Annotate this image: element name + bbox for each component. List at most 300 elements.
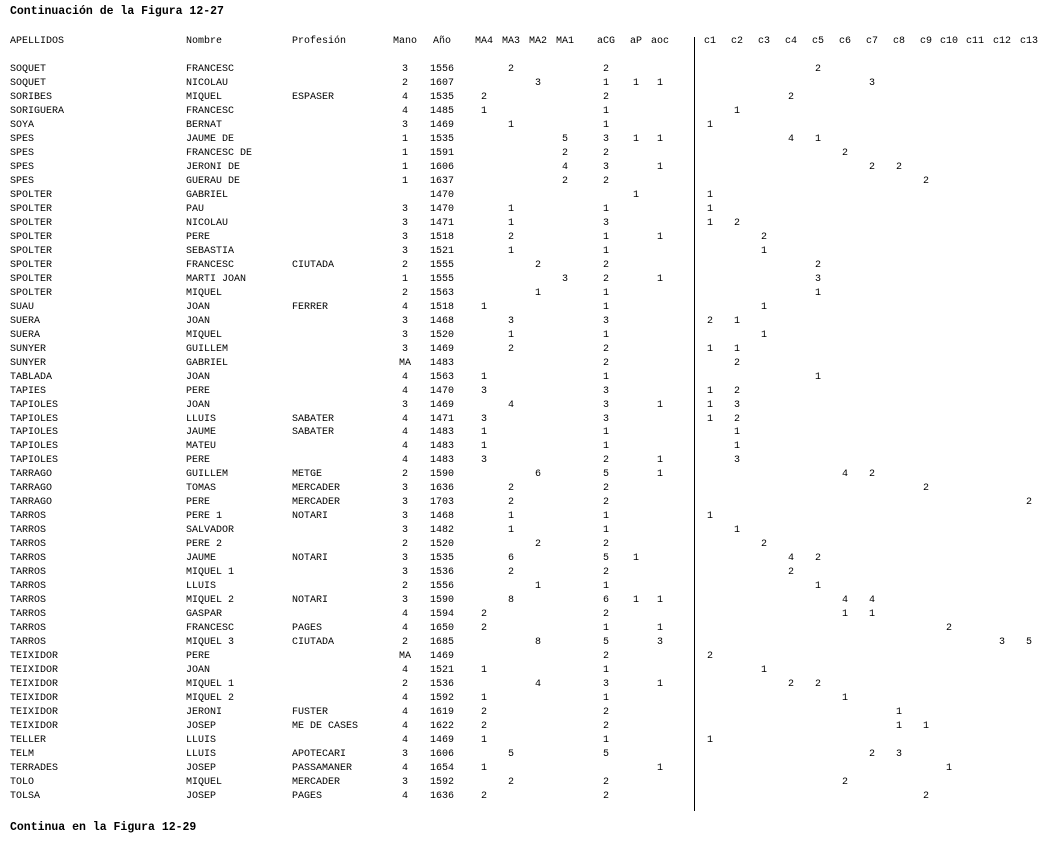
cell-col-profesion: PAGES [292, 791, 323, 802]
cell-col-mano: 4 [401, 623, 408, 634]
cell-col-apellidos: TEIXIDOR [10, 707, 59, 718]
cell-col-mano: 2 [401, 469, 408, 480]
cell-col-profesion: CIUTADA [292, 260, 335, 271]
cell-col-apellidos: SPOLTER [10, 260, 53, 271]
cell-col-ma4: 1 [480, 372, 487, 383]
cell-col-aoc: 1 [656, 455, 663, 466]
cell-col-ano: 1521 [429, 665, 454, 676]
cell-col-aoc: 1 [656, 134, 663, 145]
cell-col-aoc: 3 [656, 637, 663, 648]
cell-col-mano: 4 [401, 763, 408, 774]
cell-col-mano: 3 [401, 246, 408, 257]
cell-col-apellidos: TELM [10, 749, 35, 760]
cell-col-c6: 2 [841, 777, 848, 788]
cell-col-nombre: MIQUEL 1 [186, 567, 235, 578]
cell-col-nombre: GUERAU DE [186, 176, 241, 187]
header-col-c4: c4 [784, 36, 797, 47]
cell-col-profesion: SABATER [292, 427, 335, 438]
cell-col-ano: 1606 [429, 749, 454, 760]
cell-col-c8: 1 [895, 721, 902, 732]
cell-col-ano: 1535 [429, 553, 454, 564]
cell-col-ano: 1536 [429, 567, 454, 578]
cell-col-ano: 1469 [429, 735, 454, 746]
cell-col-ano: 1485 [429, 106, 454, 117]
cell-col-nombre: JAUME [186, 427, 217, 438]
cell-col-aoc: 1 [656, 400, 663, 411]
cell-col-mano: 2 [401, 260, 408, 271]
cell-col-c5: 2 [814, 553, 821, 564]
cell-col-c5: 3 [814, 274, 821, 285]
cell-col-acg: 2 [602, 274, 609, 285]
cell-col-c1: 2 [706, 316, 713, 327]
cell-col-mano: 4 [401, 455, 408, 466]
cell-col-mano: 4 [401, 106, 408, 117]
cell-col-c5: 1 [814, 134, 821, 145]
cell-col-c5: 2 [814, 64, 821, 75]
cell-col-ma1: 3 [561, 274, 568, 285]
cell-col-ma2: 1 [534, 581, 541, 592]
cell-col-ma3: 2 [507, 232, 514, 243]
cell-col-mano: MA [398, 358, 411, 369]
cell-col-ma3: 2 [507, 567, 514, 578]
cell-col-c5: 2 [814, 260, 821, 271]
cell-col-ano: 1483 [429, 358, 454, 369]
cell-col-acg: 1 [602, 232, 609, 243]
cell-col-c1: 1 [706, 190, 713, 201]
cell-col-profesion: PASSAMANER [292, 763, 353, 774]
cell-col-nombre: PAU [186, 204, 205, 215]
cell-col-c4: 2 [787, 567, 794, 578]
cell-col-acg: 1 [602, 204, 609, 215]
cell-col-mano: 4 [401, 427, 408, 438]
cell-col-c7: 1 [868, 609, 875, 620]
cell-col-ma2: 4 [534, 679, 541, 690]
cell-col-mano: 4 [401, 791, 408, 802]
column-divider [694, 37, 695, 811]
cell-col-ma3: 8 [507, 595, 514, 606]
cell-col-ano: 1520 [429, 330, 454, 341]
cell-col-c2: 1 [733, 441, 740, 452]
cell-col-c8: 2 [895, 162, 902, 173]
cell-col-c2: 1 [733, 344, 740, 355]
cell-col-c2: 2 [733, 414, 740, 425]
cell-col-c9: 1 [922, 721, 929, 732]
cell-col-ma4: 1 [480, 735, 487, 746]
cell-col-c1: 1 [706, 400, 713, 411]
cell-col-ano: 1592 [429, 777, 454, 788]
cell-col-ano: 1469 [429, 344, 454, 355]
cell-col-ano: 1518 [429, 232, 454, 243]
cell-col-profesion: CIUTADA [292, 637, 335, 648]
cell-col-ano: 1483 [429, 427, 454, 438]
cell-col-mano: 3 [401, 204, 408, 215]
cell-col-ma4: 2 [480, 92, 487, 103]
cell-col-acg: 2 [602, 721, 609, 732]
page-title: Continuación de la Figura 12-27 [10, 5, 224, 18]
page-footer: Continua en la Figura 12-29 [10, 821, 197, 834]
cell-col-c6: 4 [841, 595, 848, 606]
cell-col-aoc: 1 [656, 78, 663, 89]
cell-col-ano: 1606 [429, 162, 454, 173]
cell-col-ano: 1556 [429, 581, 454, 592]
cell-col-ma4: 1 [480, 693, 487, 704]
cell-col-nombre: MIQUEL [186, 330, 223, 341]
cell-col-nombre: GUILLEM [186, 344, 229, 355]
cell-col-mano: 4 [401, 441, 408, 452]
cell-col-apellidos: SPOLTER [10, 218, 53, 229]
cell-col-nombre: JOAN [186, 665, 211, 676]
header-col-ma2: MA2 [528, 36, 547, 47]
cell-col-acg: 2 [602, 64, 609, 75]
header-col-acg: aCG [596, 36, 615, 47]
cell-col-c3: 2 [760, 539, 767, 550]
cell-col-c7: 4 [868, 595, 875, 606]
cell-col-apellidos: TEIXIDOR [10, 679, 59, 690]
cell-col-c1: 1 [706, 204, 713, 215]
cell-col-nombre: SALVADOR [186, 525, 235, 536]
cell-col-nombre: MIQUEL 2 [186, 595, 235, 606]
cell-col-apellidos: SPOLTER [10, 190, 53, 201]
cell-col-mano: 3 [401, 218, 408, 229]
cell-col-ma4: 1 [480, 763, 487, 774]
cell-col-mano: 2 [401, 539, 408, 550]
cell-col-ma1: 2 [561, 176, 568, 187]
cell-col-apellidos: SUNYER [10, 344, 47, 355]
cell-col-ano: 1592 [429, 693, 454, 704]
cell-col-nombre: PERE [186, 651, 211, 662]
cell-col-c3: 1 [760, 330, 767, 341]
cell-col-ano: 1521 [429, 246, 454, 257]
cell-col-ano: 1563 [429, 372, 454, 383]
cell-col-mano: 3 [401, 777, 408, 788]
cell-col-acg: 1 [602, 693, 609, 704]
cell-col-apellidos: SUERA [10, 316, 41, 327]
cell-col-c9: 2 [922, 483, 929, 494]
cell-col-aoc: 1 [656, 232, 663, 243]
cell-col-nombre: PERE [186, 232, 211, 243]
cell-col-c7: 2 [868, 469, 875, 480]
cell-col-acg: 6 [602, 595, 609, 606]
cell-col-apellidos: TOLO [10, 777, 35, 788]
cell-col-ma4: 2 [480, 721, 487, 732]
cell-col-ma4: 1 [480, 302, 487, 313]
cell-col-mano: 3 [401, 316, 408, 327]
cell-col-acg: 1 [602, 372, 609, 383]
cell-col-mano: 4 [401, 721, 408, 732]
cell-col-mano: 3 [401, 567, 408, 578]
cell-col-ma3: 2 [507, 497, 514, 508]
cell-col-ano: 1622 [429, 721, 454, 732]
cell-col-c1: 1 [706, 386, 713, 397]
cell-col-apellidos: SPOLTER [10, 204, 53, 215]
cell-col-nombre: JAUME [186, 553, 217, 564]
cell-col-ma4: 3 [480, 386, 487, 397]
header-col-ap: aP [629, 36, 642, 47]
cell-col-ano: 1483 [429, 455, 454, 466]
cell-col-ano: 1636 [429, 483, 454, 494]
cell-col-acg: 2 [602, 567, 609, 578]
cell-col-mano: 4 [401, 386, 408, 397]
cell-col-ano: 1471 [429, 218, 454, 229]
cell-col-ma4: 2 [480, 791, 487, 802]
cell-col-acg: 1 [602, 525, 609, 536]
cell-col-acg: 5 [602, 749, 609, 760]
cell-col-mano: 4 [401, 665, 408, 676]
cell-col-c1: 1 [706, 735, 713, 746]
cell-col-mano: 3 [401, 595, 408, 606]
cell-col-ma1: 2 [561, 148, 568, 159]
cell-col-nombre: BERNAT [186, 120, 223, 131]
cell-col-ano: 1535 [429, 92, 454, 103]
cell-col-ma3: 6 [507, 553, 514, 564]
cell-col-profesion: APOTECARI [292, 749, 347, 760]
cell-col-apellidos: TOLSA [10, 791, 41, 802]
cell-col-nombre: JOAN [186, 302, 211, 313]
cell-col-nombre: JOSEP [186, 721, 217, 732]
cell-col-ma3: 4 [507, 400, 514, 411]
cell-col-c12: 3 [998, 637, 1005, 648]
cell-col-apellidos: SPOLTER [10, 246, 53, 257]
cell-col-profesion: NOTARI [292, 511, 329, 522]
cell-col-mano: 1 [401, 148, 408, 159]
cell-col-acg: 3 [602, 316, 609, 327]
cell-col-profesion: NOTARI [292, 595, 329, 606]
header-col-mano: Mano [392, 36, 417, 47]
header-col-c7: c7 [865, 36, 878, 47]
cell-col-mano: 3 [401, 553, 408, 564]
cell-col-c4: 2 [787, 92, 794, 103]
cell-col-apellidos: SPES [10, 176, 35, 187]
cell-col-ma3: 1 [507, 511, 514, 522]
cell-col-ma3: 1 [507, 246, 514, 257]
cell-col-c2: 3 [733, 455, 740, 466]
cell-col-mano: 3 [401, 497, 408, 508]
cell-col-apellidos: TAPIOLES [10, 400, 59, 411]
cell-col-c9: 2 [922, 176, 929, 187]
cell-col-profesion: FUSTER [292, 707, 329, 718]
cell-col-ma4: 1 [480, 106, 487, 117]
cell-col-apellidos: SPOLTER [10, 232, 53, 243]
cell-col-c5: 1 [814, 288, 821, 299]
header-col-c11: c11 [965, 36, 984, 47]
cell-col-c4: 4 [787, 134, 794, 145]
cell-col-ma3: 2 [507, 344, 514, 355]
cell-col-profesion: PAGES [292, 623, 323, 634]
cell-col-ma3: 1 [507, 218, 514, 229]
cell-col-mano: 4 [401, 414, 408, 425]
cell-col-nombre: GUILLEM [186, 469, 229, 480]
cell-col-mano: 2 [401, 581, 408, 592]
cell-col-acg: 1 [602, 120, 609, 131]
header-col-c10: c10 [939, 36, 958, 47]
header-col-ma1: MA1 [555, 36, 574, 47]
cell-col-c2: 1 [733, 106, 740, 117]
cell-col-c8: 1 [895, 707, 902, 718]
cell-col-apellidos: TARROS [10, 581, 47, 592]
cell-col-mano: 3 [401, 330, 408, 341]
cell-col-nombre: NICOLAU [186, 78, 229, 89]
cell-col-c3: 1 [760, 665, 767, 676]
cell-col-c2: 2 [733, 358, 740, 369]
cell-col-apellidos: TARROS [10, 567, 47, 578]
cell-col-c6: 4 [841, 469, 848, 480]
cell-col-nombre: GASPAR [186, 609, 223, 620]
cell-col-acg: 2 [602, 609, 609, 620]
cell-col-nombre: LLUIS [186, 749, 217, 760]
cell-col-aoc: 1 [656, 763, 663, 774]
cell-col-nombre: JOSEP [186, 791, 217, 802]
cell-col-c8: 3 [895, 749, 902, 760]
cell-col-ano: 1703 [429, 497, 454, 508]
cell-col-acg: 2 [602, 777, 609, 788]
cell-col-nombre: LLUIS [186, 735, 217, 746]
cell-col-ma3: 2 [507, 483, 514, 494]
cell-col-c13: 5 [1025, 637, 1032, 648]
cell-col-aoc: 1 [656, 595, 663, 606]
cell-col-acg: 1 [602, 735, 609, 746]
header-col-apellidos: APELLIDOS [10, 36, 65, 47]
cell-col-acg: 3 [602, 414, 609, 425]
cell-col-ma4: 3 [480, 455, 487, 466]
cell-col-nombre: MIQUEL 2 [186, 693, 235, 704]
cell-col-ma3: 1 [507, 204, 514, 215]
cell-col-ano: 1636 [429, 791, 454, 802]
header-col-ano: Año [432, 36, 451, 47]
cell-col-ano: 1590 [429, 595, 454, 606]
cell-col-apellidos: SORIGUERA [10, 106, 65, 117]
cell-col-acg: 3 [602, 679, 609, 690]
cell-col-apellidos: SPES [10, 134, 35, 145]
cell-col-nombre: MATEU [186, 441, 217, 452]
cell-col-apellidos: TAPIOLES [10, 414, 59, 425]
cell-col-apellidos: TARROS [10, 595, 47, 606]
cell-col-ano: 1637 [429, 176, 454, 187]
cell-col-acg: 2 [602, 455, 609, 466]
cell-col-nombre: PERE [186, 386, 211, 397]
cell-col-c5: 1 [814, 581, 821, 592]
header-col-ma4: MA4 [474, 36, 493, 47]
cell-col-acg: 2 [602, 176, 609, 187]
cell-col-mano: 3 [401, 64, 408, 75]
cell-col-acg: 5 [602, 553, 609, 564]
cell-col-nombre: MIQUEL 1 [186, 679, 235, 690]
cell-col-apellidos: TAPIOLES [10, 441, 59, 452]
cell-col-mano: 3 [401, 400, 408, 411]
cell-col-apellidos: TARROS [10, 553, 47, 564]
cell-col-nombre: FRANCESC [186, 260, 235, 271]
cell-col-c3: 1 [760, 302, 767, 313]
cell-col-mano: 3 [401, 232, 408, 243]
cell-col-apellidos: TARRAGO [10, 497, 53, 508]
cell-col-profesion: ESPASER [292, 92, 335, 103]
cell-col-ma2: 8 [534, 637, 541, 648]
cell-col-c1: 1 [706, 218, 713, 229]
cell-col-nombre: JOAN [186, 400, 211, 411]
cell-col-acg: 5 [602, 637, 609, 648]
cell-col-c7: 3 [868, 78, 875, 89]
cell-col-ano: 1619 [429, 707, 454, 718]
cell-col-ap: 1 [632, 595, 639, 606]
cell-col-ano: 1536 [429, 679, 454, 690]
cell-col-acg: 2 [602, 148, 609, 159]
cell-col-nombre: LLUIS [186, 414, 217, 425]
cell-col-apellidos: TARROS [10, 637, 47, 648]
cell-col-aoc: 1 [656, 469, 663, 480]
cell-col-nombre: SEBASTIA [186, 246, 235, 257]
cell-col-acg: 1 [602, 246, 609, 257]
header-col-c12: c12 [992, 36, 1011, 47]
header-col-c1: c1 [703, 36, 716, 47]
cell-col-ma4: 2 [480, 609, 487, 620]
cell-col-ano: 1520 [429, 539, 454, 550]
cell-col-acg: 1 [602, 78, 609, 89]
cell-col-apellidos: TARRAGO [10, 483, 53, 494]
cell-col-mano: 4 [401, 693, 408, 704]
cell-col-ma2: 6 [534, 469, 541, 480]
cell-col-ma2: 2 [534, 260, 541, 271]
cell-col-c1: 1 [706, 344, 713, 355]
header-col-nombre: Nombre [186, 36, 223, 47]
cell-col-mano: 2 [401, 679, 408, 690]
cell-col-ap: 1 [632, 190, 639, 201]
cell-col-nombre: GABRIEL [186, 358, 229, 369]
cell-col-acg: 2 [602, 260, 609, 271]
cell-col-ma4: 1 [480, 427, 487, 438]
cell-col-apellidos: SUERA [10, 330, 41, 341]
cell-col-c2: 2 [733, 386, 740, 397]
cell-col-nombre: PERE [186, 455, 211, 466]
cell-col-profesion: FERRER [292, 302, 329, 313]
cell-col-ano: 1555 [429, 274, 454, 285]
cell-col-nombre: FRANCESC DE [186, 148, 253, 159]
cell-col-ma1: 5 [561, 134, 568, 145]
cell-col-c4: 2 [787, 679, 794, 690]
cell-col-ano: 1650 [429, 623, 454, 634]
cell-col-mano: 1 [401, 162, 408, 173]
cell-col-c10: 1 [945, 763, 952, 774]
cell-col-ma3: 1 [507, 120, 514, 131]
header-col-ma3: MA3 [501, 36, 520, 47]
cell-col-c6: 1 [841, 609, 848, 620]
cell-col-ano: 1535 [429, 134, 454, 145]
cell-col-nombre: JOAN [186, 316, 211, 327]
cell-col-acg: 3 [602, 162, 609, 173]
cell-col-c2: 1 [733, 316, 740, 327]
cell-col-profesion: MERCADER [292, 497, 341, 508]
cell-col-apellidos: TARROS [10, 623, 47, 634]
cell-col-apellidos: SPES [10, 148, 35, 159]
cell-col-mano: 4 [401, 92, 408, 103]
cell-col-nombre: JERONI [186, 707, 223, 718]
cell-col-nombre: MARTI JOAN [186, 274, 247, 285]
cell-col-c9: 2 [922, 791, 929, 802]
cell-col-nombre: LLUIS [186, 581, 217, 592]
cell-col-apellidos: TEIXIDOR [10, 721, 59, 732]
cell-col-ma4: 2 [480, 707, 487, 718]
cell-col-c7: 2 [868, 749, 875, 760]
cell-col-nombre: PERE 1 [186, 511, 223, 522]
cell-col-apellidos: TARROS [10, 511, 47, 522]
cell-col-profesion: ME DE CASES [292, 721, 359, 732]
cell-col-profesion: MERCADER [292, 483, 341, 494]
cell-col-apellidos: SOYA [10, 120, 35, 131]
cell-col-ano: 1470 [429, 204, 454, 215]
cell-col-acg: 1 [602, 288, 609, 299]
cell-col-acg: 3 [602, 134, 609, 145]
cell-col-nombre: MIQUEL 3 [186, 637, 235, 648]
cell-col-acg: 2 [602, 539, 609, 550]
cell-col-nombre: PERE [186, 497, 211, 508]
